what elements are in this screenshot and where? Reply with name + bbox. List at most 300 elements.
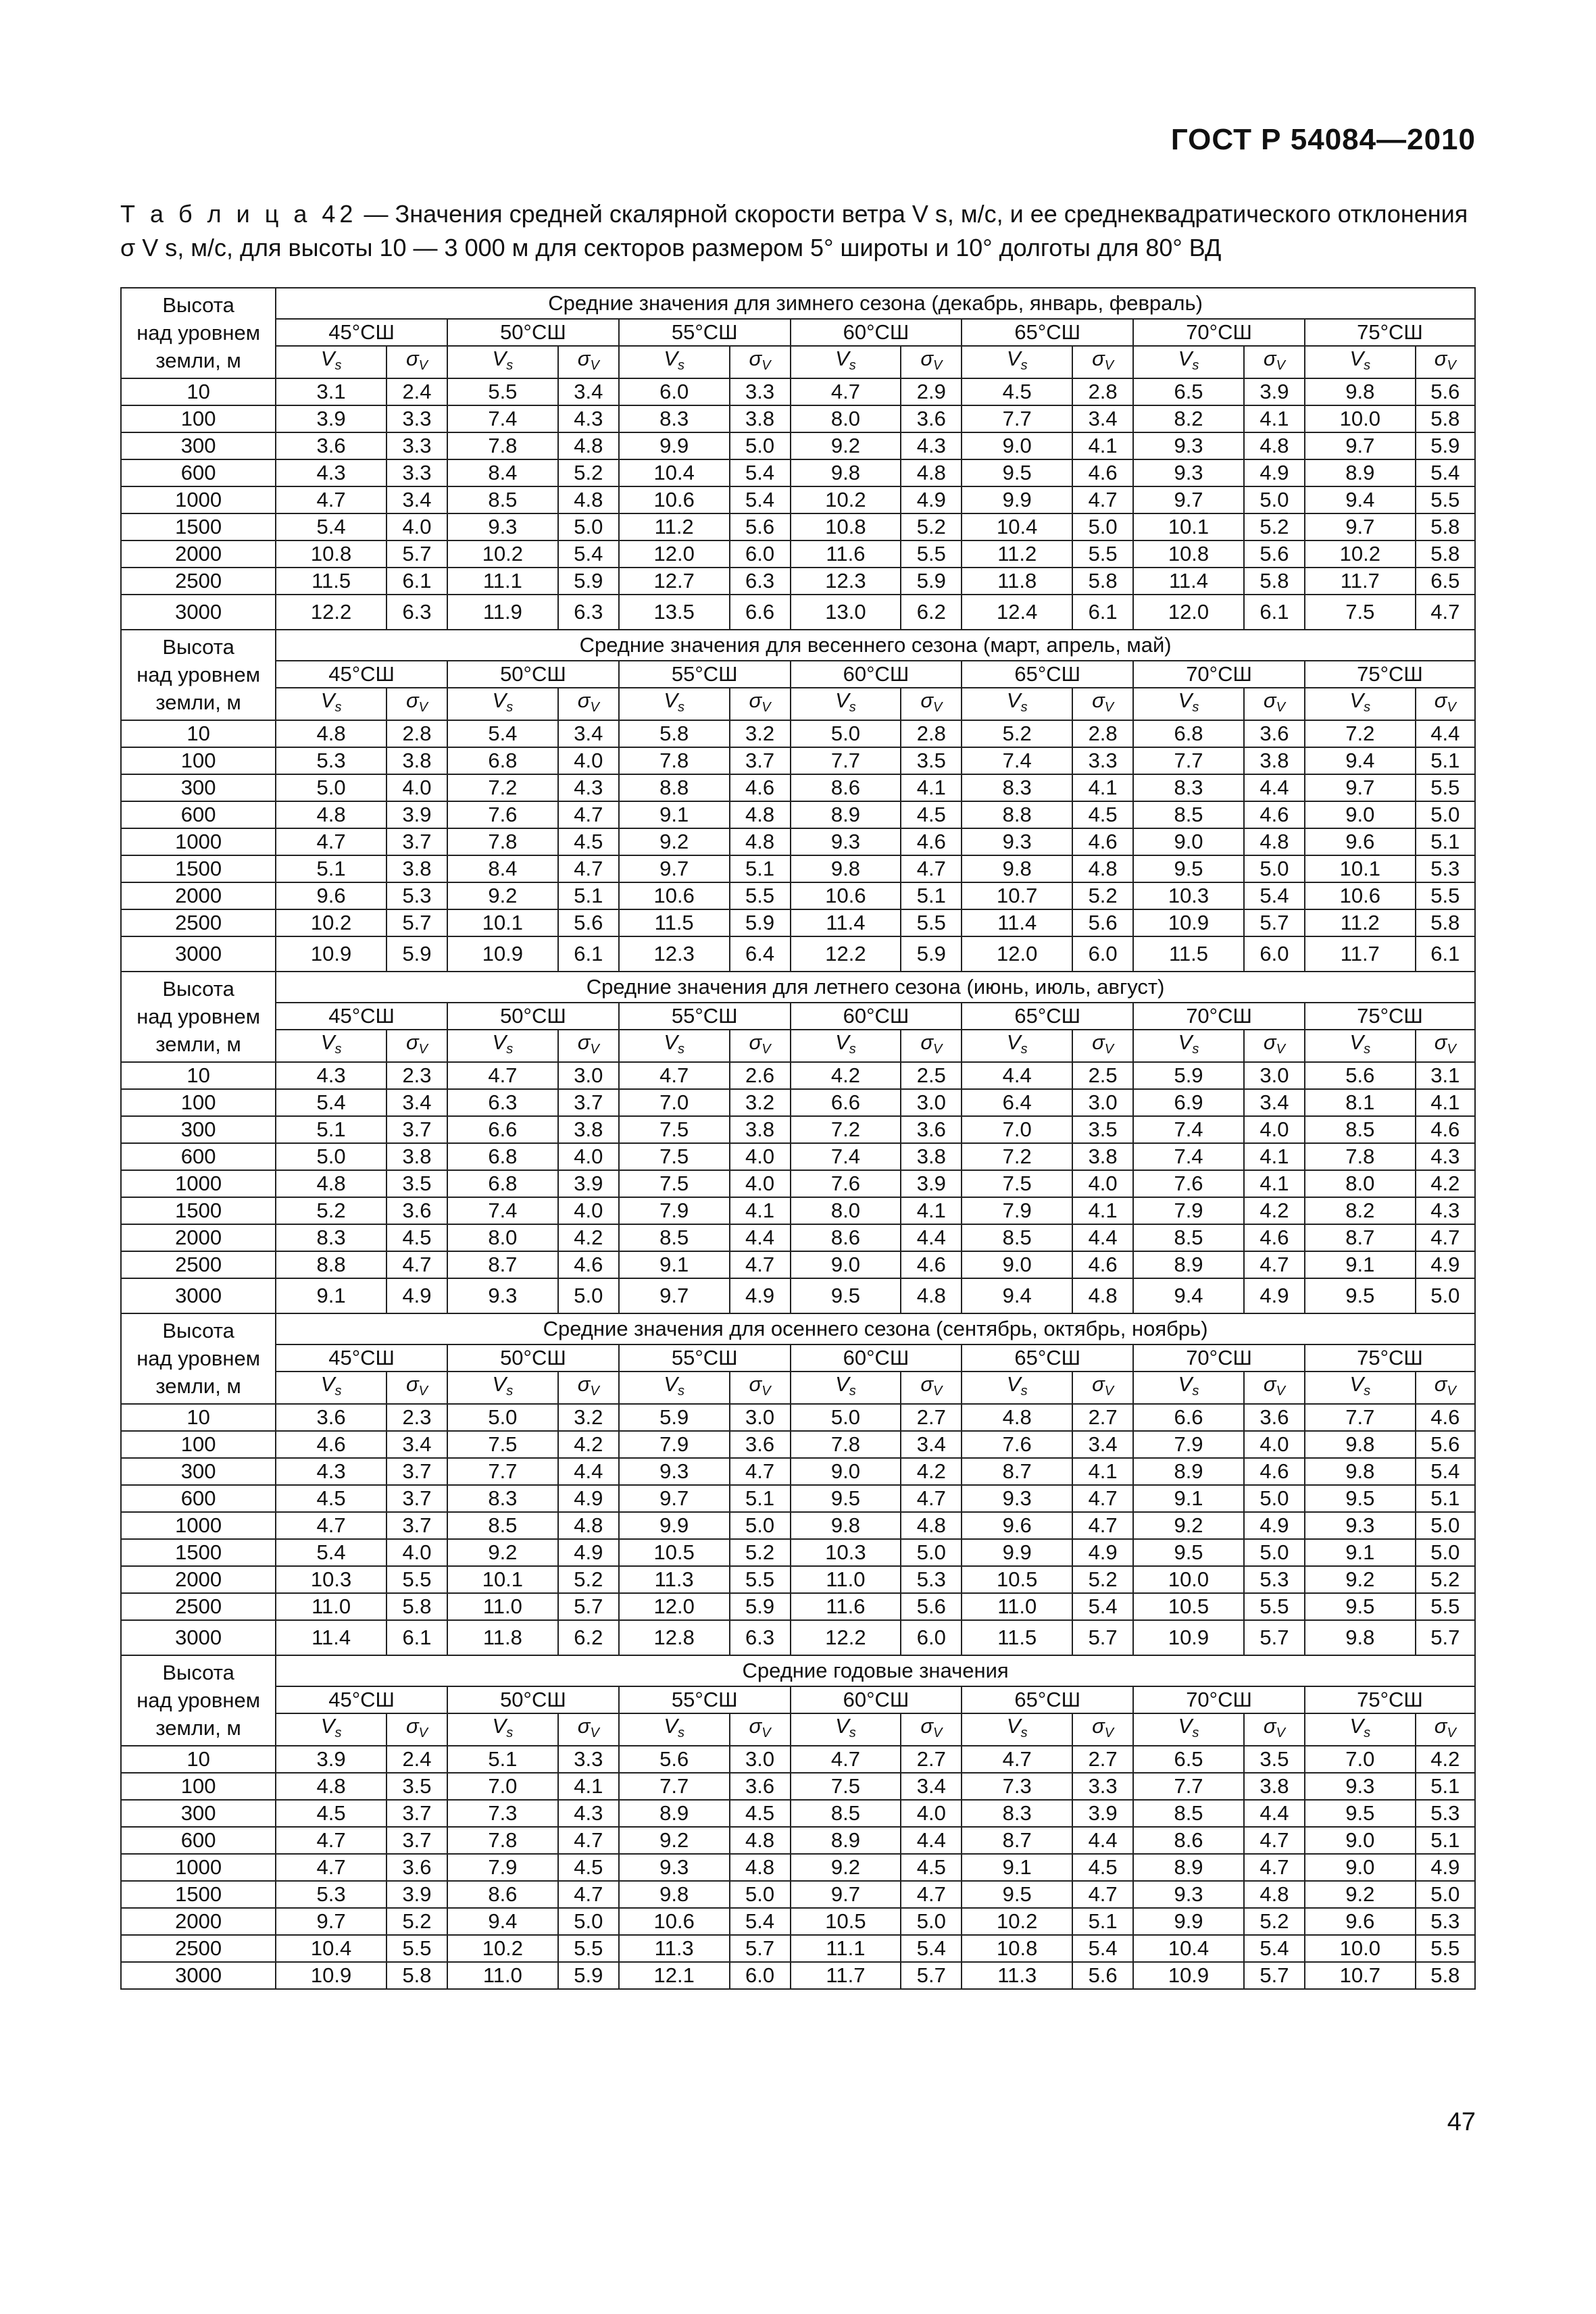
vs-symbol [1133,346,1244,378]
sigma-value: 4.3 [901,432,962,459]
height-header-line: земли, м [155,349,241,372]
latitude-header: 70°СШ [1133,1003,1305,1030]
sigma-value: 4.8 [730,1854,791,1881]
vs-value: 9.2 [447,1539,558,1566]
s-subscript: s [1192,1726,1199,1740]
v-subscript: V [1276,1042,1285,1057]
sigma-value: 4.7 [901,855,962,882]
sigma-value: 6.0 [1072,936,1133,972]
table-row [121,1089,1475,1116]
latitude-header: 65°СШ [962,1344,1133,1372]
height-cell: 100 [121,747,276,774]
v-subscript: V [1104,1726,1114,1740]
sigma-value: 6.3 [730,568,791,595]
table-row [121,1827,1475,1854]
sigma-value: 5.4 [558,540,619,568]
vs-value: 9.2 [619,1827,730,1854]
v-subscript: V [1276,1384,1285,1399]
s-subscript: s [678,1726,684,1740]
vs-symbol [276,688,386,720]
sigma-value: 4.4 [1416,720,1475,747]
vs-value: 11.9 [447,595,558,630]
vs-value: 8.9 [791,801,901,828]
sigma-char: σ [1092,1030,1105,1054]
latitude-header: 75°СШ [1305,1003,1475,1030]
vs-value: 9.3 [1305,1512,1416,1539]
height-cell: 10 [121,720,276,747]
vs-value: 7.5 [962,1170,1072,1197]
sigma-value: 3.0 [1072,1089,1133,1116]
v-subscript: V [590,700,599,715]
sigma-value: 5.6 [1244,540,1305,568]
sigma-char: σ [1092,347,1105,370]
height-cell: 2000 [121,1224,276,1251]
vs-value: 12.2 [791,936,901,972]
section-title-row [121,1655,1475,1686]
vs-value: 7.2 [962,1143,1072,1170]
vs-value: 7.7 [791,747,901,774]
latitude-header: 55°СШ [619,1003,791,1030]
sigma-value: 4.6 [901,1251,962,1278]
sigma-value: 5.7 [1072,1620,1133,1655]
s-subscript: s [1020,1726,1028,1740]
height-cell: 1000 [121,828,276,855]
sigma-value: 6.6 [730,595,791,630]
sigma-value: 5.5 [386,1935,447,1962]
sigma-char: σ [405,1714,419,1738]
vs-value: 4.8 [276,801,386,828]
vs-value: 9.3 [447,1278,558,1313]
sigma-value: 4.1 [730,1197,791,1224]
v-subscript: V [590,358,599,373]
v-subscript: V [1447,1042,1456,1057]
sigma-char: σ [1434,1714,1447,1738]
height-cell: 3000 [121,1278,276,1313]
sigma-value: 5.1 [901,882,962,909]
vs-value: 5.4 [447,720,558,747]
sigma-value: 3.7 [386,828,447,855]
vs-value: 8.5 [619,1224,730,1251]
vs-symbol [791,688,901,720]
v-subscript: V [418,1384,428,1399]
sigma-char: σ [749,347,762,370]
latitude-header: 70°СШ [1133,661,1305,688]
sigma-value: 2.6 [730,1062,791,1089]
vs-value: 7.5 [619,1170,730,1197]
vs-value: 4.7 [962,1746,1072,1773]
height-header-line: над уровнем [136,1005,261,1028]
sigma-value: 3.8 [386,855,447,882]
sigma-value: 5.4 [1416,459,1475,486]
sigma-char: σ [920,347,934,370]
v-subscript: V [1104,358,1114,373]
vs-value: 4.7 [276,1512,386,1539]
vs-value: 8.5 [1133,1224,1244,1251]
v-symbol: V [664,1714,678,1738]
sigma-char: σ [749,1030,762,1054]
sigma-value: 5.7 [901,1962,962,1989]
sigma-value: 5.4 [1416,1458,1475,1485]
sigma-value: 4.8 [730,828,791,855]
sigma-value: 4.4 [901,1827,962,1854]
vs-value: 10.2 [447,540,558,568]
vs-value: 4.7 [276,1827,386,1854]
table-row [121,513,1475,540]
height-cell: 1000 [121,1854,276,1881]
latitude-header: 65°СШ [962,1003,1133,1030]
vs-value: 10.4 [962,513,1072,540]
vs-value: 9.2 [791,1854,901,1881]
vs-value: 7.7 [619,1773,730,1800]
sigma-value: 5.4 [1072,1593,1133,1620]
vs-value: 4.3 [276,459,386,486]
vs-value: 11.0 [447,1593,558,1620]
sigma-value: 4.7 [1072,1485,1133,1512]
v-subscript: V [933,700,943,715]
symbol-row [121,688,1475,720]
sigma-value: 3.2 [558,1404,619,1431]
s-subscript: s [1020,700,1028,715]
vs-value: 9.8 [962,855,1072,882]
vs-value: 8.3 [962,1800,1072,1827]
vs-value: 5.4 [276,1539,386,1566]
vs-value: 9.8 [1305,1620,1416,1655]
s-subscript: s [1192,700,1199,715]
vs-value: 9.8 [1305,1431,1416,1458]
sigma-value: 4.1 [901,1197,962,1224]
latitude-header: 55°СШ [619,1344,791,1372]
sigma-value: 5.6 [558,909,619,936]
sigma-value: 5.0 [558,1908,619,1935]
vs-value: 5.0 [791,1404,901,1431]
latitude-header: 50°СШ [447,1003,619,1030]
table-row [121,1935,1475,1962]
s-subscript: s [849,1726,856,1740]
vs-value: 9.5 [1305,1485,1416,1512]
sigma-symbol [1244,1713,1305,1746]
v-subscript: V [418,358,428,373]
vs-value: 5.3 [276,747,386,774]
vs-value: 6.4 [962,1089,1072,1116]
v-symbol: V [492,1372,507,1396]
vs-value: 8.3 [619,405,730,432]
sigma-value: 3.6 [1244,720,1305,747]
vs-value: 10.5 [791,1908,901,1935]
v-symbol: V [664,347,678,370]
sigma-value: 4.0 [386,1539,447,1566]
table-row [121,1197,1475,1224]
sigma-value: 5.5 [901,909,962,936]
vs-value: 10.9 [1133,1620,1244,1655]
latitude-header: 45°СШ [276,661,447,688]
vs-value: 9.4 [447,1908,558,1935]
sigma-symbol [901,1713,962,1746]
sigma-value: 4.3 [558,405,619,432]
sigma-value: 5.1 [730,855,791,882]
sigma-value: 2.8 [1072,720,1133,747]
sigma-value: 5.5 [1416,774,1475,801]
sigma-value: 3.3 [730,378,791,405]
vs-value: 8.4 [447,855,558,882]
v-symbol: V [664,1372,678,1396]
sigma-value: 4.3 [1416,1197,1475,1224]
sigma-symbol [386,1713,447,1746]
table-row [121,747,1475,774]
vs-value: 7.6 [447,801,558,828]
table-row [121,720,1475,747]
vs-value: 11.4 [276,1620,386,1655]
v-symbol: V [1178,1372,1193,1396]
s-subscript: s [1192,358,1199,373]
sigma-symbol [901,688,962,720]
sigma-value: 3.7 [386,1800,447,1827]
table-row [121,1773,1475,1800]
sigma-value: 4.2 [901,1458,962,1485]
sigma-value: 5.4 [1244,1935,1305,1962]
vs-value: 5.3 [276,1881,386,1908]
sigma-value: 6.2 [558,1620,619,1655]
table-row [121,540,1475,568]
vs-value: 7.2 [447,774,558,801]
section-title: Средние значения для летнего сезона (июнь, июль, август) [276,972,1475,1003]
vs-value: 7.5 [447,1431,558,1458]
vs-value: 7.6 [1133,1170,1244,1197]
vs-value: 8.7 [447,1251,558,1278]
sigma-symbol [1416,1713,1475,1746]
vs-symbol [1133,688,1244,720]
sigma-value: 4.0 [386,513,447,540]
sigma-value: 3.5 [901,747,962,774]
vs-value: 11.3 [619,1566,730,1593]
vs-value: 11.5 [276,568,386,595]
vs-value: 8.5 [447,1512,558,1539]
sigma-value: 3.8 [558,1116,619,1143]
v-symbol: V [1006,1714,1021,1738]
sigma-value: 3.0 [901,1089,962,1116]
latitude-header: 65°СШ [962,1686,1133,1713]
sigma-symbol [730,346,791,378]
vs-value: 9.3 [447,513,558,540]
height-cell: 2500 [121,909,276,936]
vs-value: 4.8 [276,720,386,747]
sigma-value: 5.1 [558,882,619,909]
vs-value: 12.2 [276,595,386,630]
sigma-value: 3.4 [1072,405,1133,432]
vs-value: 11.0 [962,1593,1072,1620]
vs-value: 10.9 [1133,1962,1244,1989]
sigma-value: 3.6 [386,1197,447,1224]
vs-value: 5.2 [276,1197,386,1224]
vs-value: 10.5 [619,1539,730,1566]
latitude-header: 60°СШ [791,1344,962,1372]
latitude-row [121,1686,1475,1713]
sigma-char: σ [577,1372,591,1396]
vs-value: 10.3 [791,1539,901,1566]
vs-value: 9.8 [1305,378,1416,405]
vs-value: 5.0 [791,720,901,747]
vs-value: 8.0 [1305,1170,1416,1197]
sigma-value: 3.7 [386,1116,447,1143]
sigma-symbol [558,346,619,378]
sigma-value: 5.4 [1072,1935,1133,1962]
vs-symbol [1133,1713,1244,1746]
sigma-value: 3.8 [1244,747,1305,774]
table-row [121,828,1475,855]
v-subscript: V [1447,700,1456,715]
height-cell: 2500 [121,568,276,595]
vs-value: 9.2 [791,432,901,459]
v-symbol: V [1349,1372,1364,1396]
latitude-header: 70°СШ [1133,1344,1305,1372]
vs-value: 7.9 [1133,1431,1244,1458]
height-cell: 1500 [121,1539,276,1566]
vs-value: 9.5 [1133,1539,1244,1566]
table-row [121,855,1475,882]
sigma-value: 4.7 [558,855,619,882]
height-header-line: земли, м [155,1032,241,1056]
v-symbol: V [1006,1030,1021,1054]
sigma-symbol [1072,1030,1133,1062]
latitude-header: 50°СШ [447,1344,619,1372]
s-subscript: s [334,1384,342,1399]
height-cell: 3000 [121,595,276,630]
sigma-value: 3.7 [558,1089,619,1116]
height-header-cell [121,630,276,720]
sigma-symbol [558,1713,619,1746]
vs-value: 8.5 [1133,801,1244,828]
sigma-value: 3.0 [730,1746,791,1773]
sigma-value: 2.7 [1072,1404,1133,1431]
sigma-value: 6.0 [1244,936,1305,972]
sigma-symbol [386,688,447,720]
vs-value: 9.3 [619,1854,730,1881]
vs-value: 9.0 [962,1251,1072,1278]
latitude-header: 60°СШ [791,1686,962,1713]
sigma-char: σ [1263,347,1276,370]
vs-value: 7.4 [1133,1116,1244,1143]
vs-value: 10.7 [1305,1962,1416,1989]
sigma-value: 5.8 [1416,1962,1475,1989]
vs-value: 9.3 [1133,1881,1244,1908]
vs-value: 8.9 [1305,459,1416,486]
vs-symbol [619,1372,730,1404]
sigma-value: 5.0 [1416,801,1475,828]
vs-value: 7.8 [447,432,558,459]
sigma-value: 5.1 [730,1485,791,1512]
sigma-value: 4.4 [558,1458,619,1485]
section-title-row [121,288,1475,319]
sigma-value: 5.5 [730,882,791,909]
table-row [121,1800,1475,1827]
v-subscript: V [590,1384,599,1399]
vs-value: 3.9 [276,405,386,432]
sigma-symbol [1244,688,1305,720]
table-row [121,801,1475,828]
s-subscript: s [506,700,514,715]
height-cell: 100 [121,1089,276,1116]
vs-value: 7.6 [791,1170,901,1197]
sigma-value: 4.0 [730,1143,791,1170]
v-symbol: V [492,347,507,370]
sigma-value: 3.6 [1244,1404,1305,1431]
sigma-value: 6.1 [558,936,619,972]
vs-value: 9.4 [1305,486,1416,513]
vs-value: 10.3 [276,1566,386,1593]
table-row [121,1278,1475,1313]
vs-value: 11.5 [962,1620,1072,1655]
table-row [121,1539,1475,1566]
vs-value: 11.2 [619,513,730,540]
vs-value: 6.0 [619,378,730,405]
sigma-value: 5.7 [1244,909,1305,936]
height-header-line: над уровнем [136,1688,261,1712]
sigma-value: 2.7 [901,1404,962,1431]
sigma-char: σ [920,1030,934,1054]
vs-value: 9.3 [962,1485,1072,1512]
v-subscript: V [1447,1726,1456,1740]
document-code: ГОСТ Р 54084—2010 [1170,123,1476,156]
vs-value: 10.1 [1133,513,1244,540]
vs-value: 11.5 [619,909,730,936]
sigma-value: 5.7 [386,909,447,936]
sigma-value: 2.7 [1072,1746,1133,1773]
sigma-symbol [730,1372,791,1404]
v-symbol: V [492,1714,507,1738]
vs-value: 6.9 [1133,1089,1244,1116]
height-cell: 2500 [121,1935,276,1962]
s-subscript: s [1364,1042,1371,1057]
vs-value: 9.3 [1305,1773,1416,1800]
height-header-line: земли, м [155,690,241,714]
s-subscript: s [1020,358,1028,373]
vs-symbol [447,1372,558,1404]
sigma-value: 4.9 [1244,459,1305,486]
vs-value: 7.9 [1133,1197,1244,1224]
vs-value: 5.5 [447,378,558,405]
sigma-value: 4.1 [1244,1143,1305,1170]
sigma-char: σ [1092,688,1105,712]
sigma-value: 5.7 [730,1935,791,1962]
vs-value: 11.0 [791,1566,901,1593]
sigma-value: 5.2 [730,1539,791,1566]
sigma-value: 3.5 [1072,1116,1133,1143]
v-symbol: V [320,1714,335,1738]
sigma-symbol [386,1372,447,1404]
vs-value: 10.4 [1133,1935,1244,1962]
v-subscript: V [933,1042,943,1057]
sigma-value: 2.3 [386,1062,447,1089]
vs-value: 7.4 [1133,1143,1244,1170]
height-cell: 1000 [121,486,276,513]
sigma-value: 5.5 [901,540,962,568]
sigma-value: 4.0 [386,774,447,801]
vs-value: 12.0 [619,1593,730,1620]
v-symbol: V [664,1030,678,1054]
table-caption [120,197,1478,265]
sigma-value: 4.3 [558,774,619,801]
height-cell: 2500 [121,1593,276,1620]
vs-value: 7.0 [619,1089,730,1116]
vs-value: 9.5 [791,1278,901,1313]
sigma-char: σ [1434,1030,1447,1054]
vs-value: 9.1 [962,1854,1072,1881]
sigma-value: 3.3 [1072,747,1133,774]
vs-value: 9.1 [1305,1251,1416,1278]
sigma-value: 3.9 [1244,378,1305,405]
vs-value: 12.0 [962,936,1072,972]
sigma-value: 4.7 [1244,1251,1305,1278]
vs-value: 9.4 [1305,747,1416,774]
